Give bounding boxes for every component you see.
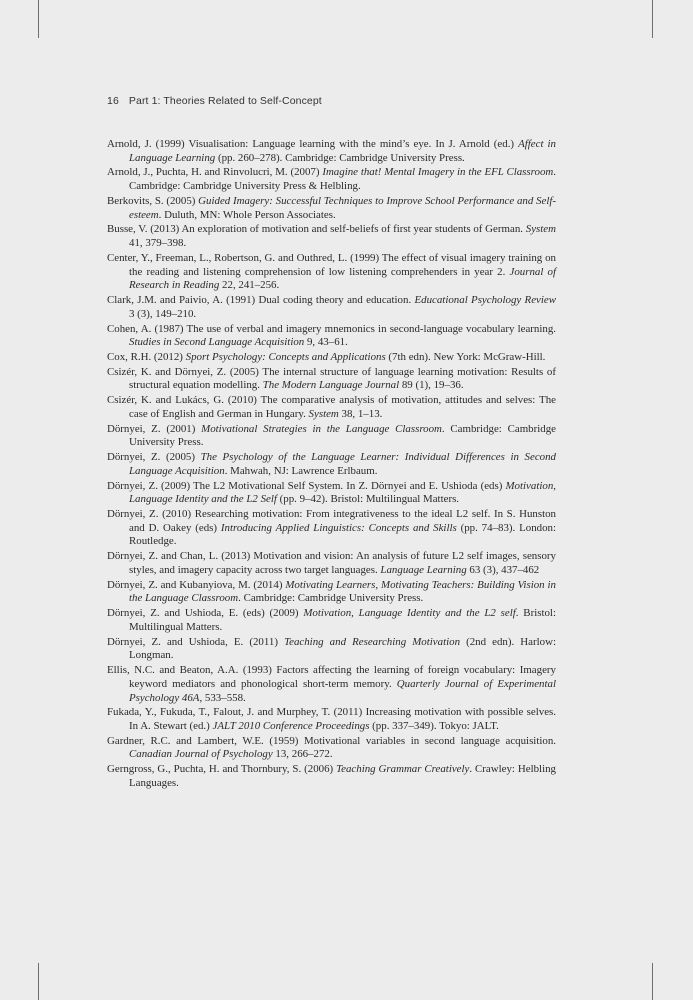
reference-text: 41, 379–398. — [129, 237, 187, 250]
reference-text: Dörnyei, Z. (2009) The L2 Motivational Self System. In Z. Dörnyei and E. Ushioda (eds) — [107, 479, 506, 492]
reference-title-italic: Motivation, Language Identity and the L2 Self — [129, 479, 556, 506]
reference-title-italic: Teaching and Researching Motivation — [284, 635, 461, 648]
reference-text: Fukada, Y., Fukuda, T., Falout, J. and Murphey, T. (2011) Increasing motivation with possible selves. In A. Stewart (ed.) — [107, 706, 556, 732]
reference-entry — [107, 607, 556, 634]
reference-entry — [107, 763, 556, 790]
reference-text: . Bristol: Multilingual Matters. — [129, 607, 556, 633]
page-number: 16 — [107, 95, 119, 107]
reference-title-italic: Affect in Language Learning — [129, 138, 557, 164]
reference-title-italic: Motivating Learners, Motivating Teachers: Building Vision in the Language Classroom — [129, 578, 556, 605]
reference-text: . Duluth, MN: Whole Person Associates. — [158, 208, 336, 221]
reference-text: Busse, V. (2013) An exploration of motivation and self-beliefs of first year students of German. — [107, 223, 526, 236]
reference-text: Gardner, R.C. and Lambert, W.E. (1959) Motivational variables in second language acquisition. — [107, 734, 556, 747]
reference-text: (7th edn). New York: McGraw-Hill. — [385, 350, 546, 363]
reference-entry — [107, 138, 556, 165]
reference-list — [107, 138, 556, 792]
reference-text: Clark, J.M. and Paivio, A. (1991) Dual coding theory and education. — [107, 294, 415, 307]
crop-mark-bottom-right — [652, 963, 653, 1000]
reference-entry — [107, 294, 556, 321]
reference-title-italic: Sport Psychology: Concepts and Applications — [185, 350, 386, 363]
reference-text: Dörnyei, Z. (2010) Researching motivation: From integrativeness to the ideal L2 self. In S. Hunston and D. Oakey (eds) — [107, 508, 556, 534]
reference-entry — [107, 423, 556, 450]
reference-text: . Cambridge: Cambridge University Press. — [129, 422, 556, 449]
reference-title-italic: Journal of Research in Reading — [129, 265, 556, 292]
reference-entry — [107, 252, 556, 293]
reference-text: 63 (3), 437–462 — [466, 563, 540, 576]
reference-text: Ellis, N.C. and Beaton, A.A. (1993) Factors affecting the learning of foreign vocabulary: Imagery keyword mediators and phonological short-term memory. — [107, 664, 556, 690]
reference-text: Dörnyei, Z. and Kubanyiova, M. (2014) — [107, 578, 286, 591]
reference-title-italic: Introducing Applied Linguistics: Concepts and Skills — [220, 521, 457, 534]
reference-entry — [107, 550, 556, 577]
reference-text: Gerngross, G., Puchta, H. and Thornbury, S. (2006) — [107, 763, 337, 776]
reference-text: Cohen, A. (1987) The use of verbal and imagery mnemonics in second-language vocabulary learning. — [107, 322, 556, 335]
reference-entry — [107, 351, 556, 365]
reference-entry — [107, 664, 556, 705]
reference-title-italic: JALT 2010 Conference Proceedings — [212, 719, 370, 732]
reference-text: 89 (1), 19–36. — [399, 379, 464, 392]
reference-entry — [107, 451, 556, 478]
reference-text: (2nd edn). Harlow: Longman. — [129, 635, 556, 662]
reference-text: Dörnyei, Z. (2005) — [107, 451, 201, 464]
reference-text: Cox, R.H. (2012) — [107, 350, 186, 363]
reference-title-italic: System — [525, 223, 556, 236]
reference-entry — [107, 735, 556, 762]
reference-title-italic: System — [308, 407, 339, 420]
reference-entry — [107, 323, 556, 350]
reference-title-italic: Quarterly Journal of Experimental Psychology 46A — [129, 677, 557, 704]
reference-entry — [107, 394, 556, 421]
reference-entry — [107, 223, 556, 250]
reference-text: . Crawley: Helbling Languages. — [129, 763, 556, 789]
reference-entry — [107, 480, 556, 507]
reference-title-italic: Motivation, Language Identity and the L2 self — [303, 607, 516, 620]
reference-entry — [107, 636, 556, 663]
reference-text: Arnold, J. (1999) Visualisation: Language learning with the mind’s eye. In J. Arnold (ed.) — [107, 138, 519, 150]
reference-text: Center, Y., Freeman, L., Robertson, G. and Outhred, L. (1999) The effect of visual imagery training on the reading and listening comprehension of low listening comprehenders in year 2. — [107, 251, 556, 278]
reference-title-italic: Teaching Grammar Creatively — [336, 763, 470, 776]
reference-title-italic: The Modern Language Journal — [262, 379, 400, 392]
reference-entry — [107, 366, 556, 393]
reference-title-italic: Educational Psychology Review — [414, 294, 556, 307]
reference-title-italic: Canadian Journal of Psychology — [129, 748, 273, 761]
reference-title-italic: Guided Imagery: Successful Techniques to Improve School Performance and Self-esteem — [129, 194, 557, 221]
crop-mark-top-right — [652, 0, 653, 38]
reference-text: Dörnyei, Z. and Ushioda, E. (eds) (2009) — [107, 607, 304, 620]
reference-entry — [107, 508, 556, 549]
reference-text: Dörnyei, Z. (2001) — [107, 422, 202, 435]
reference-text: . Cambridge: Cambridge University Press. — [238, 592, 424, 605]
reference-text: Dörnyei, Z. and Chan, L. (2013) Motivation and vision: An analysis of future L2 self images, sensory styles, and imagery capacity across two target languages. — [107, 550, 556, 576]
crop-mark-bottom-left — [38, 963, 39, 1000]
reference-entry — [107, 706, 556, 733]
reference-text: 3 (3), 149–210. — [129, 307, 197, 320]
reference-text: 22, 241–256. — [219, 279, 280, 292]
reference-title-italic: Motivational Strategies in the Language Classroom — [201, 422, 442, 435]
reference-text: 9, 43–61. — [304, 336, 348, 349]
reference-text: . Mahwah, NJ: Lawrence Erlbaum. — [224, 464, 378, 477]
reference-text: , 533–558. — [199, 691, 246, 704]
reference-text: (pp. 74–83). London: Routledge. — [129, 521, 556, 548]
reference-text: (pp. 337–349). Tokyo: JALT. — [369, 719, 499, 732]
reference-title-italic: Studies in Second Language Acquisition — [129, 336, 305, 349]
reference-text: 13, 266–272. — [272, 748, 333, 761]
reference-entry — [107, 195, 556, 222]
reference-text: Arnold, J., Puchta, H. and Rinvolucri, M. (2007) — [107, 166, 323, 179]
reference-entry — [107, 166, 556, 193]
running-title: Part 1: Theories Related to Self-Concept — [128, 95, 322, 107]
reference-entry — [107, 579, 556, 606]
reference-title-italic: The Psychology of the Language Learner: Individual Differences in Second Language Acquisition — [129, 451, 556, 477]
crop-mark-top-left — [38, 0, 39, 38]
reference-text: Csizér, K. and Dörnyei, Z. (2005) The internal structure of language learning motivation: Results of structural equation modelling. — [107, 365, 556, 392]
running-head — [107, 95, 322, 107]
reference-text: . Cambridge: Cambridge University Press & Helbling. — [129, 166, 556, 193]
reference-title-italic: Imagine that! Mental Imagery in the EFL Classroom — [322, 166, 554, 179]
reference-title-italic: Language Learning — [380, 563, 467, 576]
reference-text: Csizér, K. and Lukács, G. (2010) The comparative analysis of motivation, attitudes and selves: The case of English and German in Hungary. — [107, 394, 556, 420]
reference-text: Dörnyei, Z. and Ushioda, E. (2011) — [107, 635, 285, 648]
reference-text: (pp. 9–42). Bristol: Multilingual Matters. — [276, 493, 460, 506]
reference-text: Berkovits, S. (2005) — [107, 194, 199, 207]
reference-text: (pp. 260–278). Cambridge: Cambridge University Press. — [215, 151, 465, 164]
reference-text: 38, 1–13. — [338, 407, 383, 420]
